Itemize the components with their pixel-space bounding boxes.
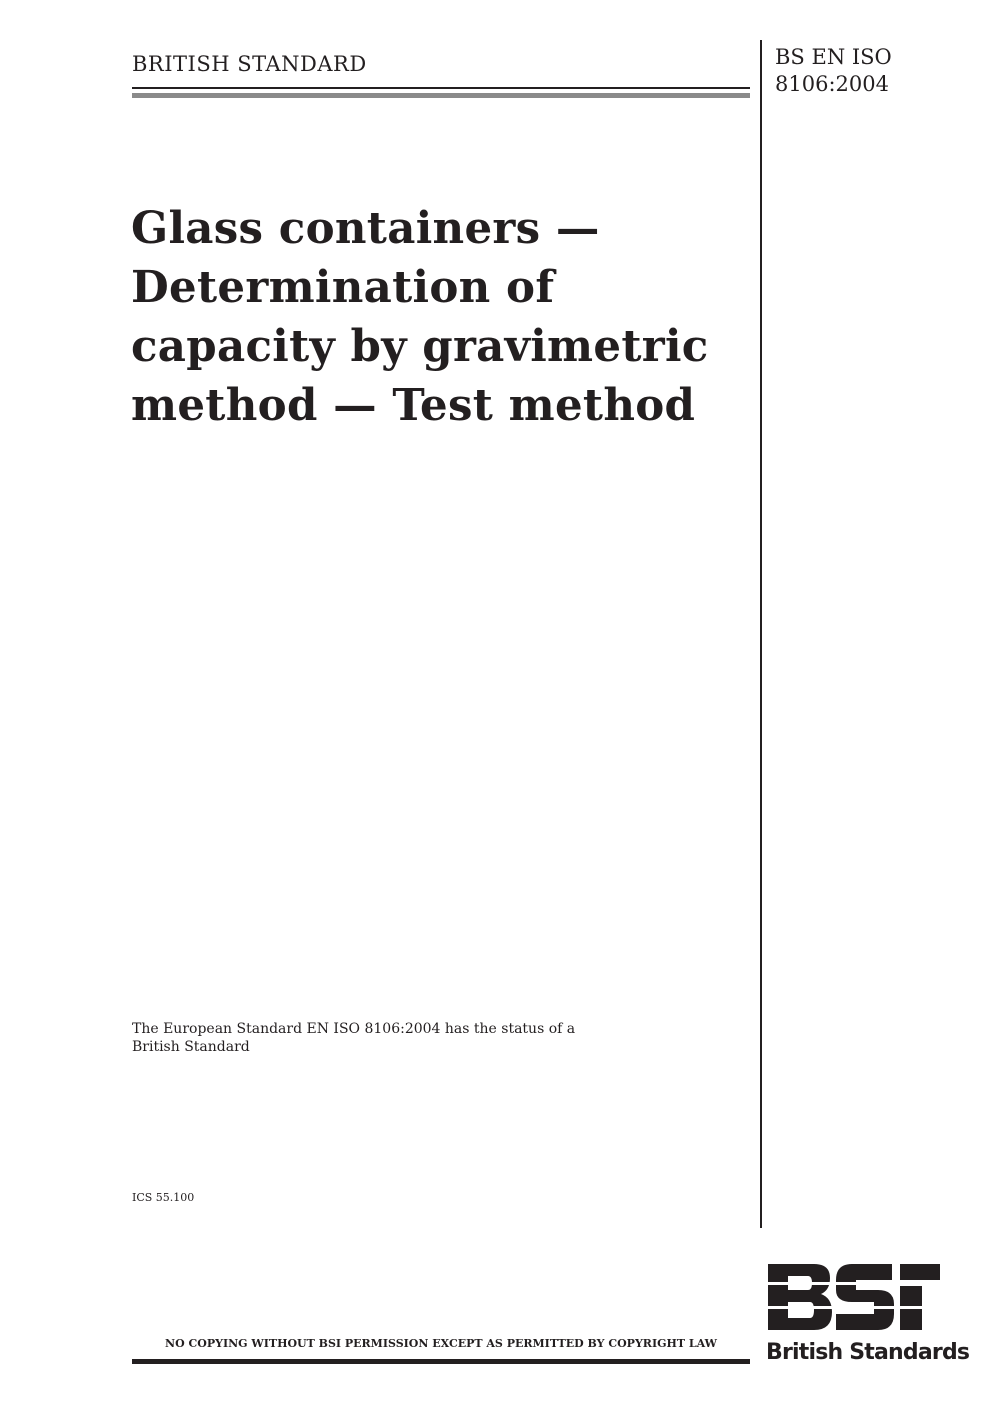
status-line-2: British Standard <box>132 1039 250 1055</box>
series-label: BRITISH STANDARD <box>132 52 367 76</box>
title-line-1: Glass containers — <box>131 203 600 254</box>
bsi-logo-i-dot <box>900 1264 940 1280</box>
standard-number <box>775 44 892 98</box>
copyright-notice: NO COPYING WITHOUT BSI PERMISSION EXCEPT AS PERMITTED BY COPYRIGHT LAW <box>165 1337 717 1350</box>
bsi-logo-mark <box>766 1262 946 1338</box>
ics-code: ICS 55.100 <box>132 1191 195 1204</box>
standard-number-line1: BS EN ISO <box>775 45 892 69</box>
header-rule-thick <box>132 93 750 98</box>
bsi-logo-letter-b <box>768 1264 832 1330</box>
title-line-3: capacity by gravimetric <box>131 321 709 372</box>
footer-rule <box>132 1359 750 1364</box>
status-statement <box>132 1020 692 1056</box>
bsi-logo-caption: British Standards <box>766 1340 970 1365</box>
standard-number-line2: 8106:2004 <box>775 72 889 96</box>
document-title <box>131 199 756 435</box>
bsi-logo-letter-s <box>836 1264 894 1330</box>
title-line-4: method — Test method <box>131 380 696 431</box>
title-line-2: Determination of <box>131 262 555 313</box>
status-line-1: The European Standard EN ISO 8106:2004 has the status of a <box>132 1021 576 1037</box>
header-rule-thin <box>132 87 750 89</box>
vertical-divider <box>760 40 762 1228</box>
